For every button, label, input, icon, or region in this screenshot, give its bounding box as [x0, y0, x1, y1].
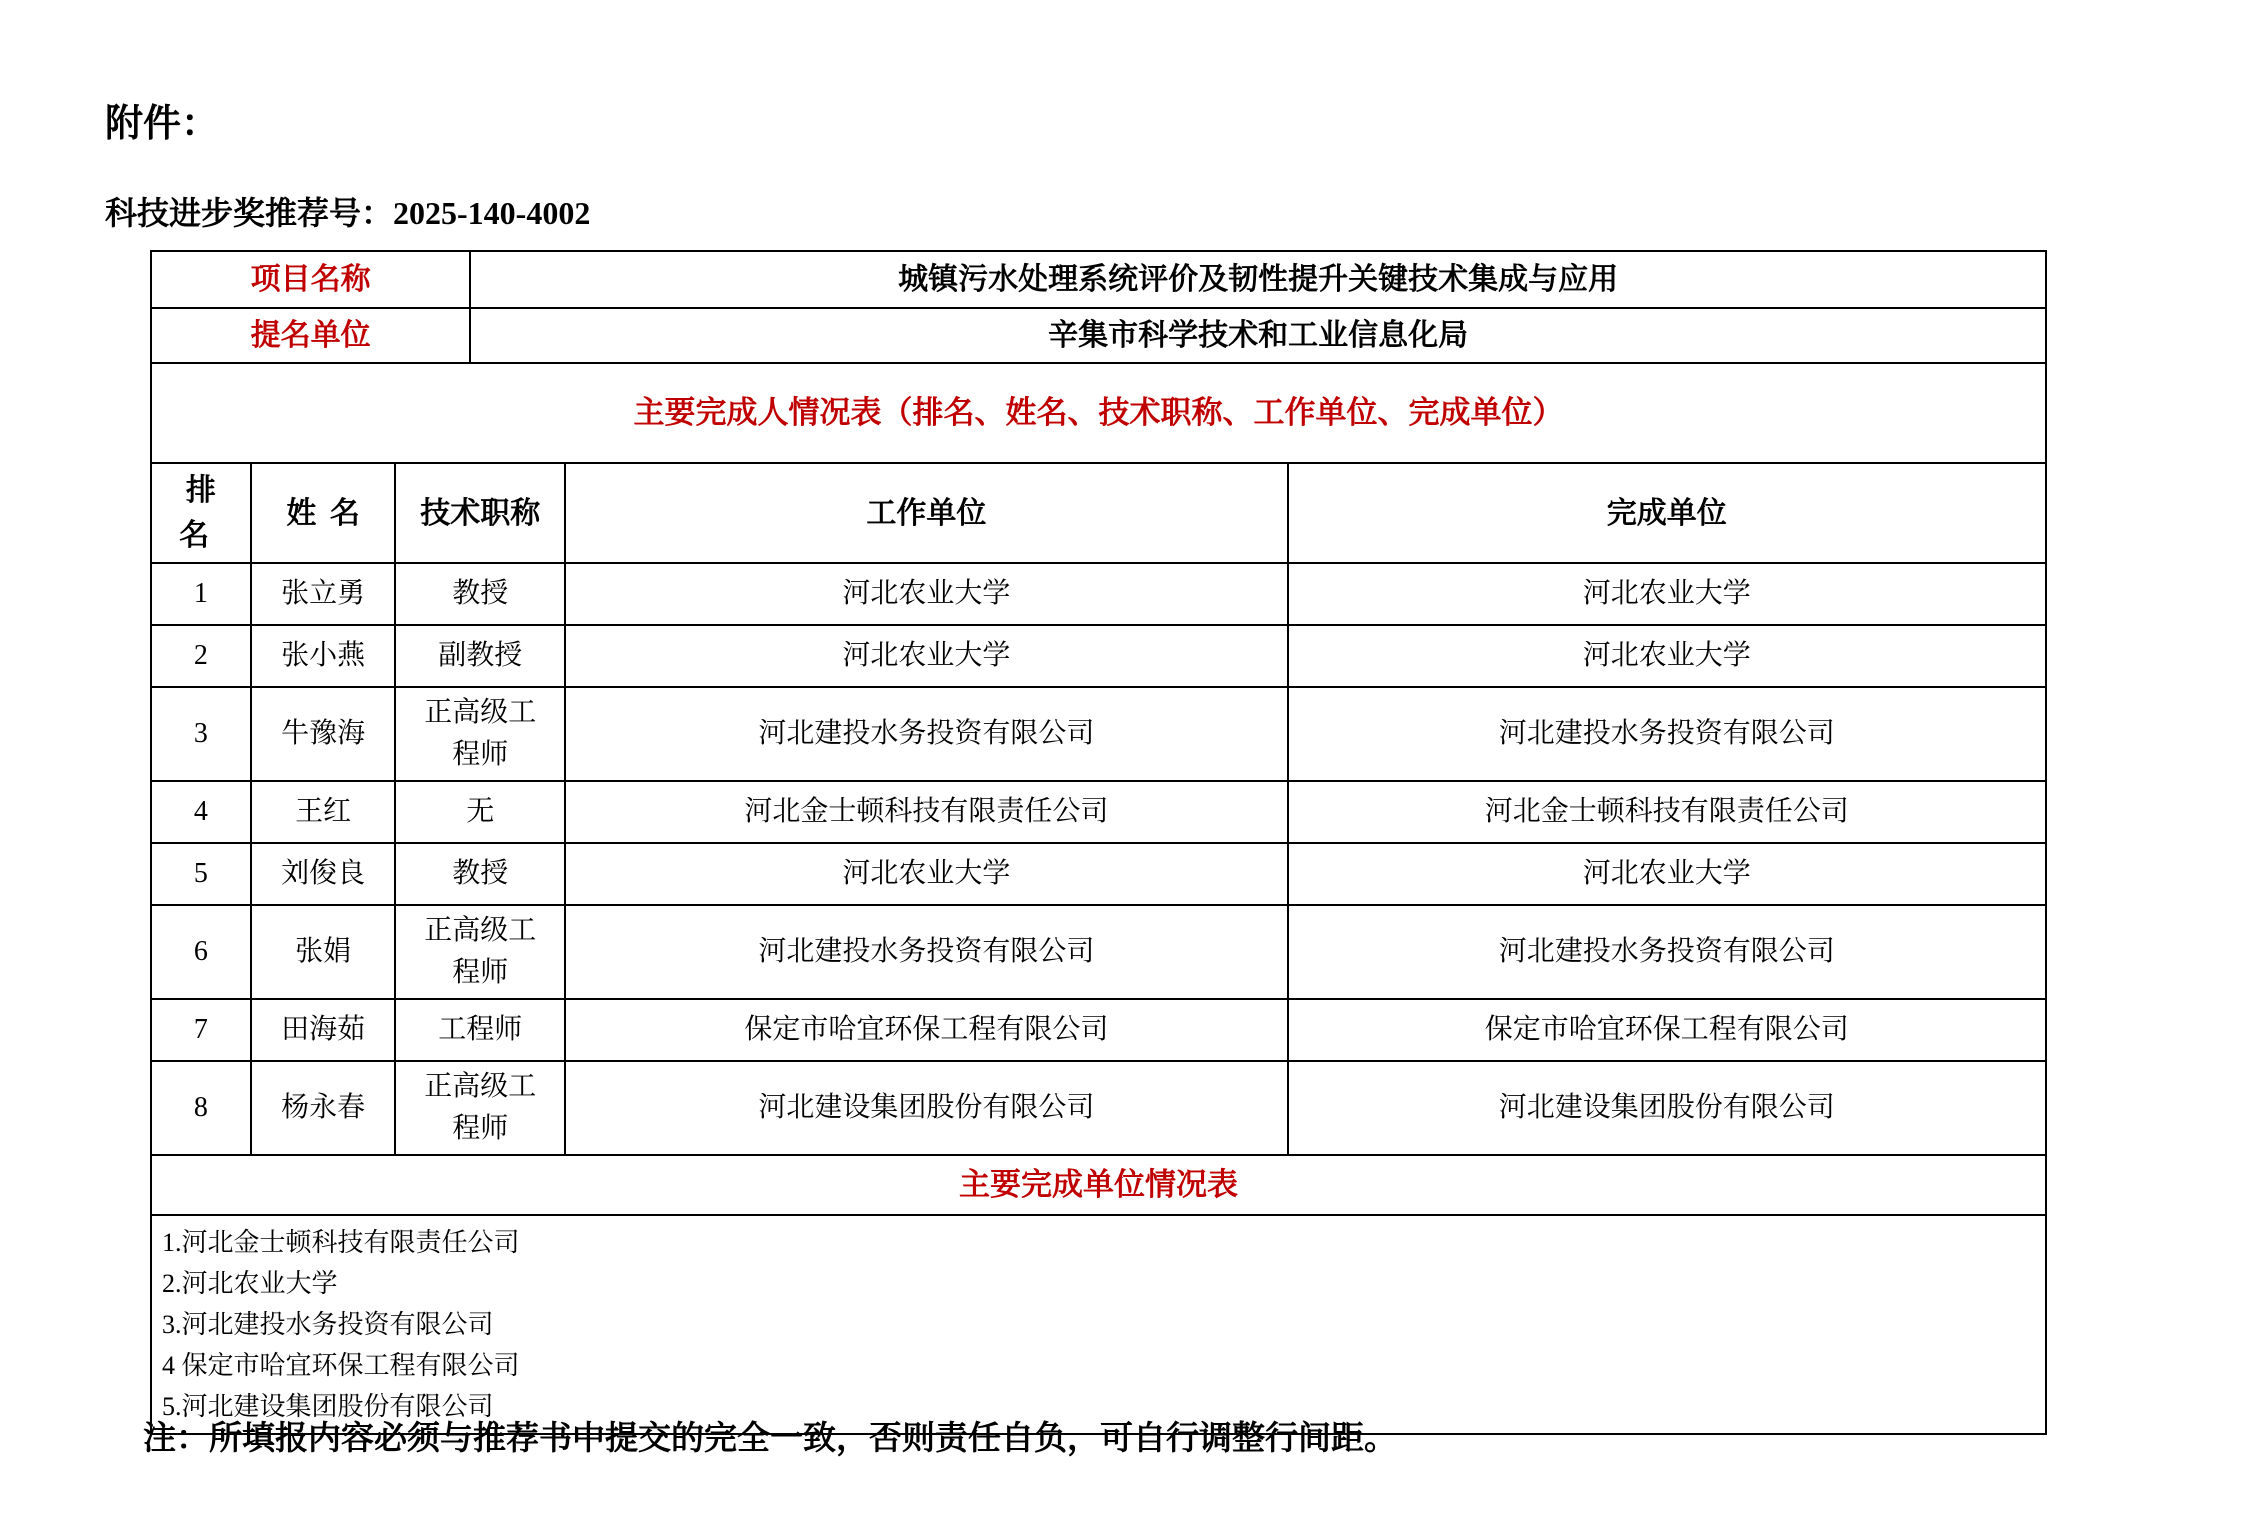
attachment-heading: 附件： — [105, 103, 220, 145]
project-name-label: 项目名称 — [250, 263, 371, 296]
table-row — [152, 842, 2045, 904]
cell-name: 牛豫海 — [250, 688, 395, 780]
cell-title: 副教授 — [394, 626, 564, 686]
project-name-value: 城镇污水处理系统评价及韧性提升关键技术集成与应用 — [469, 252, 2045, 307]
award-table — [150, 250, 2047, 1435]
list-item: 3.河北建投水务投资有限公司 — [162, 1310, 494, 1339]
cell-work-unit: 河北农业大学 — [564, 844, 1287, 904]
list-item: 5.河北建设集团股份有限公司 — [162, 1392, 494, 1421]
cell-name: 刘俊良 — [250, 844, 395, 904]
units-list-row — [152, 1214, 2045, 1433]
nominator-value: 辛集市科学技术和工业信息化局 — [469, 309, 2045, 362]
cell-name: 张小燕 — [250, 626, 395, 686]
cell-rank: 1 — [193, 578, 208, 609]
nominator-row — [152, 307, 2045, 362]
table-row — [152, 686, 2045, 780]
header-work-unit-label: 工作单位 — [866, 496, 987, 530]
cell-rank: 8 — [193, 1092, 208, 1123]
cell-completion-unit: 河北建设集团股份有限公司 — [1287, 1062, 2045, 1154]
cell-name: 王红 — [250, 782, 395, 842]
cell-completion-unit: 河北建投水务投资有限公司 — [1287, 688, 2045, 780]
cell-completion-unit: 河北农业大学 — [1287, 844, 2045, 904]
header-rank-label: 排名 — [179, 474, 230, 552]
header-rank — [152, 464, 250, 562]
cell-title: 工程师 — [394, 1000, 564, 1060]
cell-rank: 4 — [193, 796, 208, 827]
cell-rank: 6 — [193, 936, 208, 967]
table-row — [152, 904, 2045, 998]
cell-name: 张立勇 — [250, 564, 395, 624]
cell-work-unit: 保定市哈宜环保工程有限公司 — [564, 1000, 1287, 1060]
header-name — [250, 464, 395, 562]
units-section-title: 主要完成单位情况表 — [959, 1166, 1238, 1202]
cell-work-unit: 河北金士顿科技有限责任公司 — [564, 782, 1287, 842]
header-name-label: 姓名 — [286, 496, 374, 530]
completers-section-title: 主要完成人情况表（排名、姓名、技术职称、工作单位、完成单位） — [633, 394, 1564, 430]
recommendation-number-line — [105, 188, 590, 234]
cell-name: 田海茹 — [250, 1000, 395, 1060]
header-work-unit — [564, 464, 1287, 562]
cell-work-unit: 河北农业大学 — [564, 626, 1287, 686]
list-item: 2.河北农业大学 — [162, 1269, 338, 1298]
recommendation-label: 科技进步奖推荐号： — [105, 195, 394, 231]
header-completion-unit — [1287, 464, 2045, 562]
project-name-row — [152, 252, 2045, 307]
cell-completion-unit: 河北建投水务投资有限公司 — [1287, 906, 2045, 998]
cell-completion-unit: 河北农业大学 — [1287, 564, 2045, 624]
units-list — [152, 1216, 2045, 1433]
cell-rank: 7 — [193, 1014, 208, 1045]
cell-rank: 2 — [193, 640, 208, 671]
footnote: 注：所填报内容必须与推荐书中提交的完全一致，否则责任自负，可自行调整行间距。 — [143, 1421, 1397, 1457]
cell-name: 张娟 — [250, 906, 395, 998]
cell-completion-unit: 河北金士顿科技有限责任公司 — [1287, 782, 2045, 842]
cell-title: 正高级工程师 — [394, 688, 564, 780]
recommendation-number: 2025-140-4002 — [393, 195, 591, 231]
header-completion-unit-label: 完成单位 — [1606, 496, 1727, 530]
table-row — [152, 998, 2045, 1060]
cell-work-unit: 河北建投水务投资有限公司 — [564, 906, 1287, 998]
list-item: 4 保定市哈宜环保工程有限公司 — [162, 1351, 520, 1380]
table-row — [152, 562, 2045, 624]
cell-rank: 3 — [193, 718, 208, 749]
table-row — [152, 780, 2045, 842]
list-item: 1.河北金士顿科技有限责任公司 — [162, 1228, 520, 1257]
nominator-label: 提名单位 — [250, 319, 371, 352]
cell-work-unit: 河北建设集团股份有限公司 — [564, 1062, 1287, 1154]
header-title-label: 技术职称 — [420, 496, 541, 530]
cell-work-unit: 河北建投水务投资有限公司 — [564, 688, 1287, 780]
completers-title-row — [152, 362, 2045, 462]
cell-title: 教授 — [394, 844, 564, 904]
cell-title: 无 — [394, 782, 564, 842]
cell-title: 教授 — [394, 564, 564, 624]
cell-work-unit: 河北农业大学 — [564, 564, 1287, 624]
table-row — [152, 624, 2045, 686]
header-title — [394, 464, 564, 562]
cell-title: 正高级工程师 — [394, 906, 564, 998]
completers-header-row — [152, 462, 2045, 562]
table-row — [152, 1060, 2045, 1154]
cell-rank: 5 — [193, 858, 208, 889]
cell-name: 杨永春 — [250, 1062, 395, 1154]
cell-completion-unit: 保定市哈宜环保工程有限公司 — [1287, 1000, 2045, 1060]
units-title-row — [152, 1154, 2045, 1214]
cell-completion-unit: 河北农业大学 — [1287, 626, 2045, 686]
cell-title: 正高级工程师 — [394, 1062, 564, 1154]
